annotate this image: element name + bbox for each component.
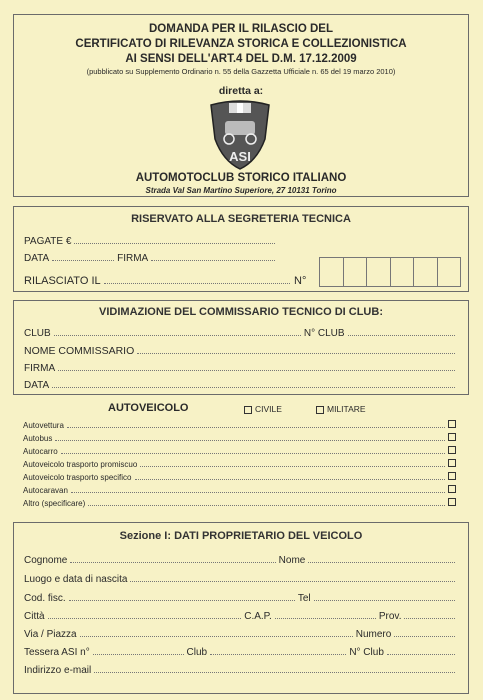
svg-text:ASI: ASI	[229, 149, 251, 164]
segreteria-title: RISERVATO ALLA SEGRETERIA TECNICA	[131, 213, 351, 225]
data-commissario-label: DATA	[24, 380, 50, 391]
citta-cap-prov-row[interactable]	[24, 610, 458, 622]
vidimazione-title: VIDIMAZIONE DEL COMMISSARIO TECNICO DI CLUB:	[99, 306, 383, 318]
vehicle-type-item[interactable]: Autocaravan	[23, 485, 459, 495]
header-line1: DOMANDA PER IL RILASCIO DEL	[148, 23, 333, 35]
nclub-label: N° Club	[349, 647, 384, 658]
vehicle-type-checkbox[interactable]	[448, 446, 456, 454]
via-numero-row[interactable]	[24, 628, 458, 640]
club-label: CLUB	[24, 328, 51, 339]
segreteria-box	[13, 206, 469, 292]
vehicle-type-list	[13, 420, 469, 515]
militare-option[interactable]	[316, 404, 366, 414]
vehicle-type-item[interactable]: Autobus	[23, 433, 459, 443]
email-row[interactable]	[24, 664, 458, 676]
vehicle-type-checkbox[interactable]	[448, 459, 456, 467]
club-row[interactable]	[24, 327, 458, 339]
tessera-label: Tessera ASI n°	[24, 647, 90, 658]
pagate-row[interactable]	[24, 235, 278, 247]
nome-commissario-label: NOME COMMISSARIO	[24, 345, 135, 357]
pagate-label: PAGATE €	[24, 236, 72, 247]
civile-checkbox[interactable]	[244, 406, 252, 414]
nclub-label: N° CLUB	[303, 328, 345, 339]
club-label: Club	[186, 647, 208, 658]
cognome-label: Cognome	[24, 555, 68, 566]
sezione1-box	[13, 522, 469, 694]
civile-label: CIVILE	[255, 404, 282, 414]
sezione1-title: Sezione I: DATI PROPRIETARIO DEL VEICOLO	[119, 530, 363, 542]
vehicle-type-checkbox[interactable]	[448, 472, 456, 480]
vehicle-type-item[interactable]: Autoveicolo trasporto promiscuo	[23, 459, 459, 469]
numero-boxes[interactable]	[319, 257, 461, 287]
vidimazione-box	[13, 300, 469, 395]
firma-label: FIRMA	[117, 253, 149, 264]
militare-checkbox[interactable]	[316, 406, 324, 414]
tel-label: Tel	[297, 593, 311, 604]
prov-label: Prov.	[378, 611, 402, 622]
firma-commissario-label: FIRMA	[24, 363, 56, 374]
vehicle-type-item[interactable]: Autoveicolo trasporto specifico	[23, 472, 459, 482]
firma-commissario-row[interactable]	[24, 362, 458, 374]
asi-logo	[207, 99, 273, 171]
numero-label: N°	[294, 275, 307, 287]
data-commissario-row[interactable]	[24, 379, 458, 391]
via-label: Via / Piazza	[24, 629, 77, 640]
vehicle-type-checkbox[interactable]	[448, 498, 456, 506]
data-label: DATA	[24, 253, 50, 264]
militare-label: MILITARE	[327, 404, 366, 414]
rilasciato-row[interactable]	[24, 275, 293, 287]
tessera-club-row[interactable]	[24, 646, 458, 658]
email-label: Indirizzo e-mail	[24, 665, 92, 676]
header-box	[13, 14, 469, 197]
nome-label: Nome	[278, 555, 306, 566]
rilasciato-label: RILASCIATO IL	[24, 275, 101, 287]
luogo-nascita-row[interactable]	[24, 573, 458, 585]
vehicle-type-item[interactable]: Autocarro	[23, 446, 459, 456]
codfisc-tel-row[interactable]	[24, 592, 458, 604]
vehicle-type-checkbox[interactable]	[448, 433, 456, 441]
data-firma-row[interactable]	[24, 252, 278, 264]
luogo-label: Luogo e data di nascita	[24, 574, 128, 585]
header-line4: (pubblicato su Supplemento Ordinario n. 55 della Gazzetta Ufficiale n. 65 del 19 marzo 2010)	[86, 67, 396, 76]
autoveicolo-header	[108, 402, 188, 414]
vehicle-type-item[interactable]: Autovettura	[23, 420, 459, 430]
cap-label: C.A.P.	[244, 611, 272, 622]
citta-label: Città	[24, 611, 45, 622]
vehicle-type-checkbox[interactable]	[448, 485, 456, 493]
codfisc-label: Cod. fisc.	[24, 593, 66, 604]
header-line3: AI SENSI DELL'ART.4 DEL D.M. 17.12.2009	[125, 53, 357, 65]
autoveicolo-title: AUTOVEICOLO	[108, 402, 189, 414]
civile-option[interactable]	[244, 404, 282, 414]
nome-commissario-row[interactable]	[24, 345, 458, 357]
org-name: AUTOMOTOCLUB STORICO ITALIANO	[135, 172, 347, 184]
org-address: Strada Val San Martino Superiore, 27 10131 Torino	[145, 186, 337, 195]
cognome-nome-row[interactable]	[24, 554, 458, 566]
header-line2: CERTIFICATO DI RILEVANZA STORICA E COLLEZIONISTICA	[75, 38, 407, 50]
vehicle-type-checkbox[interactable]	[448, 420, 456, 428]
numero-label: Numero	[355, 629, 392, 640]
vehicle-type-item[interactable]: Altro (specificare)	[23, 498, 459, 508]
diretta-label: diretta a:	[218, 85, 264, 97]
